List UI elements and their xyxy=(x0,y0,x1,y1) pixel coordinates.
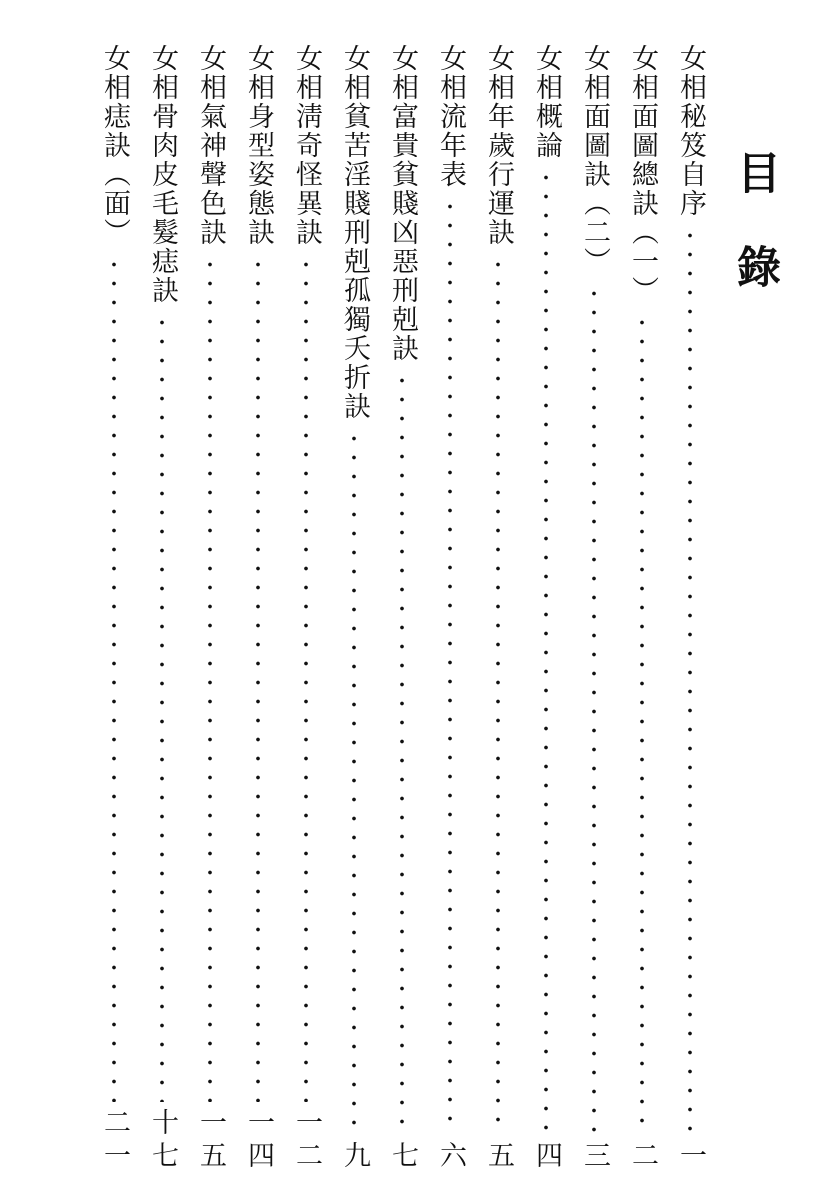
page-title: 目錄 xyxy=(729,150,780,338)
dot-leader xyxy=(304,255,308,1102)
toc-entry-page: 四 xyxy=(531,1141,562,1174)
dot-leader xyxy=(688,226,692,1135)
toc-entry-page: 一五 xyxy=(195,1108,226,1174)
toc-entry-title: 女相流年表 xyxy=(435,44,466,189)
toc-entry[interactable] xyxy=(522,44,570,1174)
toc-entry-title: 女相痣訣（面） xyxy=(99,44,130,247)
toc-entry-title: 女相面圖總訣（一） xyxy=(627,44,658,305)
toc-entry[interactable] xyxy=(666,44,714,1174)
toc-entry[interactable] xyxy=(474,44,522,1174)
toc-entry-title: 女相貧苦淫賤刑剋孤獨夭折訣 xyxy=(339,44,370,421)
toc-entry-page: 六 xyxy=(435,1141,466,1174)
dot-leader xyxy=(496,255,500,1135)
toc-entry-page: 七 xyxy=(387,1141,418,1174)
toc-entry[interactable] xyxy=(618,44,666,1174)
toc-entry-title: 女相年歲行運訣 xyxy=(483,44,514,247)
toc-entry-page: 一四 xyxy=(243,1108,274,1174)
toc-entry[interactable] xyxy=(330,44,378,1174)
toc-entry-title: 女相氣神聲色訣 xyxy=(195,44,226,247)
toc-entry-title: 女相面圖訣（二） xyxy=(579,44,610,276)
dot-leader xyxy=(400,371,404,1135)
toc-entry-title: 女相概論 xyxy=(531,44,562,160)
toc-entry-page: 三 xyxy=(579,1141,610,1174)
toc-entry-page: 一 xyxy=(675,1141,706,1174)
toc-entry-page: 五 xyxy=(483,1141,514,1174)
toc-entry-page: 二一 xyxy=(99,1108,130,1174)
toc-entry[interactable] xyxy=(570,44,618,1174)
toc-entry-title: 女相富貴貧賤凶惡刑剋訣 xyxy=(387,44,418,363)
toc-entry-page: 一二 xyxy=(291,1108,322,1174)
toc-entry[interactable] xyxy=(234,44,282,1174)
toc-entries xyxy=(90,44,714,1174)
dot-leader xyxy=(112,255,116,1102)
toc-entry[interactable] xyxy=(282,44,330,1174)
toc-entry[interactable] xyxy=(138,44,186,1174)
toc-entry-title: 女相身型姿態訣 xyxy=(243,44,274,247)
toc-entry[interactable] xyxy=(426,44,474,1174)
toc-entry[interactable] xyxy=(378,44,426,1174)
dot-leader xyxy=(592,284,596,1135)
toc-entry-page: 二 xyxy=(627,1141,658,1174)
dot-leader xyxy=(448,197,452,1135)
toc-entry[interactable] xyxy=(186,44,234,1174)
dot-leader xyxy=(544,168,548,1135)
dot-leader xyxy=(256,255,260,1102)
toc-entry-page: 十七 xyxy=(147,1108,178,1174)
dot-leader xyxy=(640,313,644,1135)
toc-entry-page: 九 xyxy=(339,1141,370,1174)
dot-leader xyxy=(160,313,164,1102)
toc-entry[interactable] xyxy=(90,44,138,1174)
dot-leader xyxy=(352,429,356,1135)
toc-entry-title: 女相淸奇怪異訣 xyxy=(291,44,322,247)
dot-leader xyxy=(208,255,212,1102)
toc-entry-title: 女相骨肉皮毛髮痣訣 xyxy=(147,44,178,305)
toc-entry-title: 女相秘笈自序 xyxy=(675,44,706,218)
